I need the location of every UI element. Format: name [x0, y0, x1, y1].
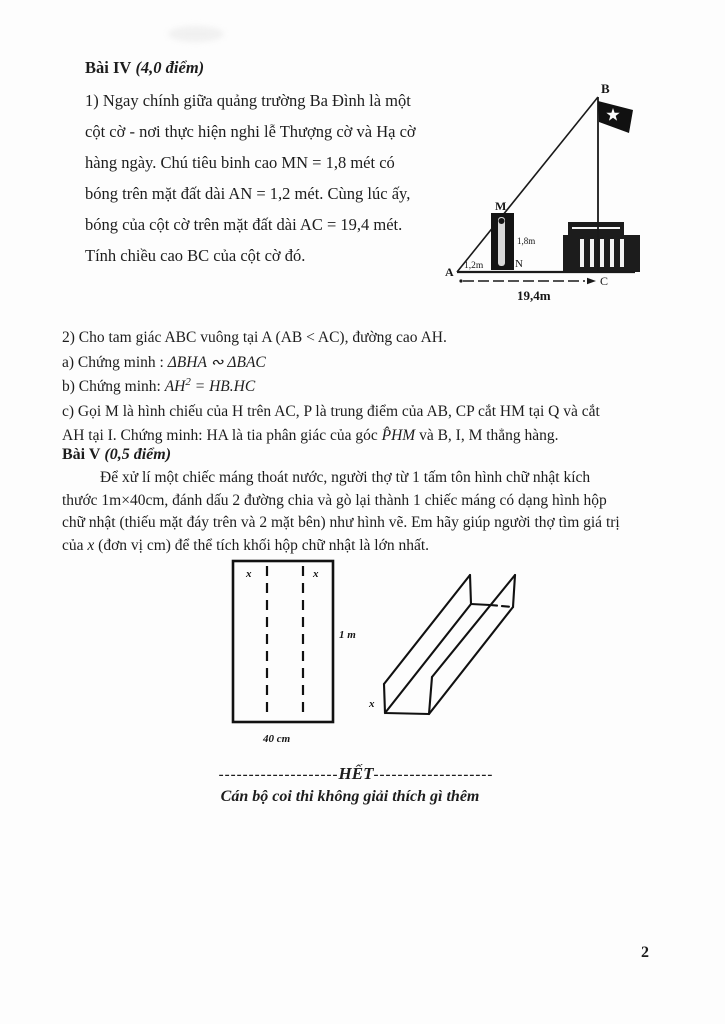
point-label-N: N [515, 258, 523, 270]
channel-edges [384, 575, 515, 714]
point-label-B: B [601, 81, 610, 96]
point-label-M: M [495, 199, 507, 213]
section-v-heading [62, 446, 171, 464]
point-label-C: C [600, 274, 609, 288]
problem2-part-c-line2 [62, 424, 600, 449]
proctor-note: Cán bộ coi thi không giải thích gì thêm [220, 788, 480, 805]
last-line-post: (đơn vị cm) để thể tích khối hộp chữ nhật là lớn nhất. [94, 536, 429, 554]
problem2-intro: 2) Cho tam giác ABC vuông tại A (AB < AC), đường cao AH. [62, 329, 447, 346]
part-b-formula-exponent: 2 [185, 375, 191, 388]
paragraph-line: 1) Ngay chính giữa quảng trường Ba Đình là một [85, 91, 411, 110]
last-line-pre: của [62, 536, 88, 554]
paragraph-line: bóng trên mặt đất dài AN = 1,2 mét. Cùng lúc ấy, [85, 184, 411, 203]
section-iv-title: Bài IV [85, 58, 132, 77]
paragraph-line: Tính chiều cao BC của cột cờ đó. [85, 246, 306, 265]
flag [598, 101, 633, 133]
guard-shadow-label: 1,2m [464, 261, 484, 271]
problem2-block [62, 326, 600, 449]
part-b-formula-rhs: = HB.HC [190, 378, 256, 395]
problem2-part-c-line1: c) Gọi M là hình chiếu của H trên AC, P là trung điểm của AB, CP cắt HM tại Q và cắt [62, 402, 600, 420]
variable-x: x [87, 536, 95, 554]
paragraph-line: bóng của cột cờ trên mặt đất dài AC = 19,4 mét. [85, 215, 403, 234]
sheet-outline [233, 561, 333, 722]
part-b-formula-base: AH [164, 378, 186, 395]
part-c-text: AH tại I. Chứng minh: HA là tia phân giác của góc [62, 427, 382, 444]
channel-x-label: x [369, 698, 375, 710]
angle-PHM: P̂HM [381, 427, 416, 444]
page-number: 2 [641, 944, 649, 961]
section-v-points: (0,5 điểm) [104, 446, 172, 463]
problem2-part-a [62, 351, 600, 376]
guard-figure [491, 213, 514, 270]
x-label-left: x [246, 568, 252, 580]
figure-gutter-channel [363, 551, 535, 733]
section-iv-points: (4,0 điểm) [135, 58, 205, 77]
paragraph-line: cột cờ - nơi thực hiện nghi lễ Thượng cờ và Hạ cờ [85, 122, 416, 141]
paragraph-line: hàng ngày. Chú tiêu binh cao MN = 1,8 mét có [85, 153, 395, 172]
x-label-right: x [313, 568, 319, 580]
figure-flagpole-diagram [445, 63, 697, 311]
end-dashes-right: -------------------- [373, 767, 494, 783]
problem-v-paragraph [62, 467, 672, 557]
base-dimension-label: 19,4m [517, 288, 551, 303]
scan-smudge [168, 26, 224, 42]
paragraph-line: chữ nhật (thiếu mặt đáy trên và 2 mặt bên) như hình vẽ. Em hãy giúp người thợ tìm giá trị [62, 514, 620, 531]
part-a-formula: ΔBHA ∾ ΔBAC [167, 353, 266, 371]
part-a-label: a) Chứng minh : [62, 353, 168, 371]
mausoleum-building [563, 222, 640, 272]
point-label-A: A [445, 265, 454, 279]
part-b-label: b) Chứng minh: [62, 378, 165, 395]
problem2-part-b [62, 375, 600, 400]
end-dashes-left: -------------------- [218, 767, 339, 783]
base-dimension-line [459, 278, 596, 284]
paragraph-line: thước 1m×40cm, đánh dấu 2 đường chia và gò lại thành 1 chiếc máng có dạng hình hộp [62, 491, 607, 509]
section-iv-heading [85, 58, 204, 78]
end-of-exam-line [0, 764, 712, 784]
figure-sheet-rectangle [223, 554, 385, 750]
paragraph-line: Để xử lí một chiếc máng thoát nước, người thợ từ 1 tấm tôn hình chữ nhật kích [100, 469, 591, 486]
guard-height-label: 1,8m [517, 236, 536, 246]
section-v-title: Bài V [62, 446, 101, 463]
width-dimension-label: 40 cm [263, 733, 291, 745]
part-c-end: và B, I, M thẳng hàng. [415, 427, 559, 444]
end-word: HẾT [338, 764, 374, 783]
height-dimension-label: 1 m [339, 629, 356, 641]
problem1-paragraph [85, 85, 445, 271]
